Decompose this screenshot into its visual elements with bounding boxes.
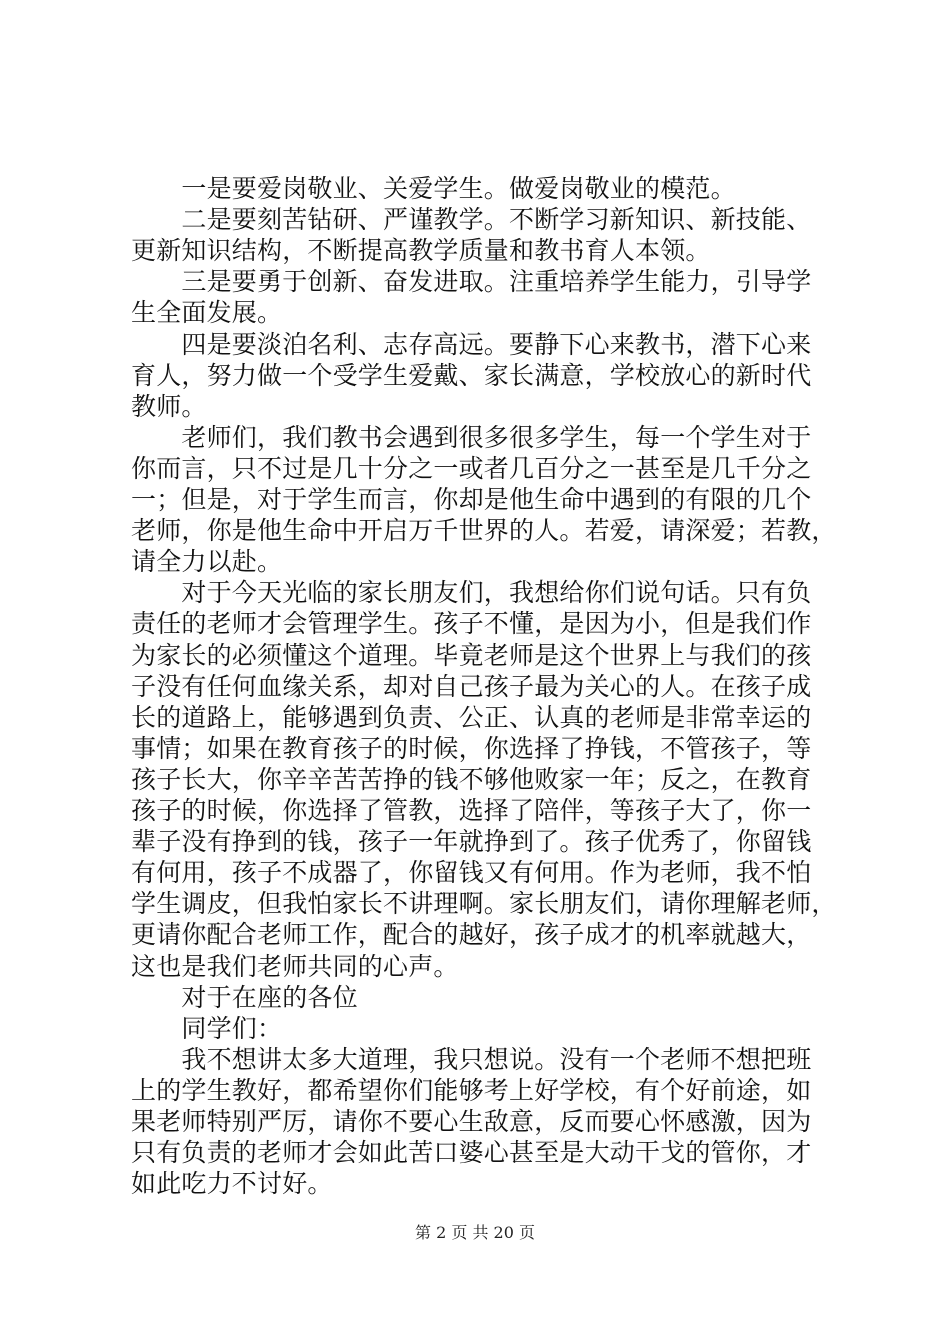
- text-line: 更请你配合老师工作，配合的越好，孩子成才的机率就越大，: [131, 920, 812, 950]
- text-line: 一；但是，对于学生而言，你却是他生命中遇到的有限的几个: [131, 485, 812, 514]
- text-line: 只有负责的老师才会如此苦口婆心甚至是大动干戈的管你，才: [131, 1138, 812, 1168]
- text-line: 一是要爱岗敬业、关爱学生。做爱岗敬业的模范。: [131, 174, 736, 203]
- page-footer: 第 2 页 共 20 页: [415, 1223, 535, 1242]
- text-line: 三是要勇于创新、奋发进取。注重培养学生能力，引导学: [131, 267, 812, 297]
- text-line: 对于在座的各位: [131, 982, 358, 1012]
- text-line: 上的学生教好，都希望你们能够考上好学校，有个好前途，如: [131, 1075, 812, 1105]
- text-line: 为家长的必须懂这个道理。毕竟老师是这个世界上与我们的孩: [131, 640, 812, 670]
- text-line: 孩子的时候，你选择了管教，选择了陪伴，等孩子大了，你一: [131, 796, 812, 825]
- text-line: 更新知识结构，不断提高教学质量和教书育人本领。: [131, 236, 711, 266]
- text-line: 长的道路上，能够遇到负责、公正、认真的老师是非常幸运的: [131, 702, 812, 732]
- text-line: 你而言，只不过是几十分之一或者几百分之一甚至是几千分之: [131, 453, 812, 483]
- text-line: 事情；如果在教育孩子的时候，你选择了挣钱，不管孩子，等: [131, 733, 812, 763]
- text-line: 学生调皮，但我怕家长不讲理啊。家长朋友们，请你理解老师，: [131, 889, 837, 919]
- text-line: 子没有任何血缘关系，却对自己孩子最为关心的人。在孩子成: [131, 671, 812, 701]
- text-line: 责任的老师才会管理学生。孩子不懂，是因为小，但是我们作: [131, 609, 812, 639]
- text-line: 四是要淡泊名利、志存高远。要静下心来教书，潜下心来: [131, 329, 812, 359]
- text-line: 老师们，我们教书会遇到很多很多学生，每一个学生对于: [131, 422, 812, 452]
- text-line: 生全面发展。: [131, 298, 283, 328]
- text-line: 育人，努力做一个受学生爱戴、家长满意，学校放心的新时代: [131, 360, 812, 390]
- text-line: 对于今天光临的家长朋友们，我想给你们说句话。只有负: [131, 578, 812, 608]
- text-line: 同学们：: [131, 1013, 283, 1043]
- text-line: 二是要刻苦钻研、严谨教学。不断学习新知识、新技能、: [131, 205, 812, 235]
- text-line: 我不想讲太多大道理，我只想说。没有一个老师不想把班: [131, 1044, 812, 1074]
- text-line: 教师。: [131, 391, 207, 421]
- text-line: 请全力以赴。: [131, 547, 283, 577]
- text-line: 这也是我们老师共同的心声。: [131, 951, 459, 981]
- text-line: 老师，你是他生命中开启万千世界的人。若爱，请深爱；若教，: [131, 516, 837, 546]
- text-line: 有何用，孩子不成器了，你留钱又有何用。作为老师，我不怕: [131, 858, 812, 888]
- text-line: 如此吃力不讨好。: [131, 1169, 333, 1199]
- text-line: 果老师特别严厉，请你不要心生敌意，反而要心怀感激，因为: [131, 1107, 812, 1136]
- text-line: 孩子长大，你辛辛苦苦挣的钱不够他败家一年；反之，在教育: [131, 764, 812, 794]
- text-line: 辈子没有挣到的钱，孩子一年就挣到了。孩子优秀了，你留钱: [131, 827, 812, 857]
